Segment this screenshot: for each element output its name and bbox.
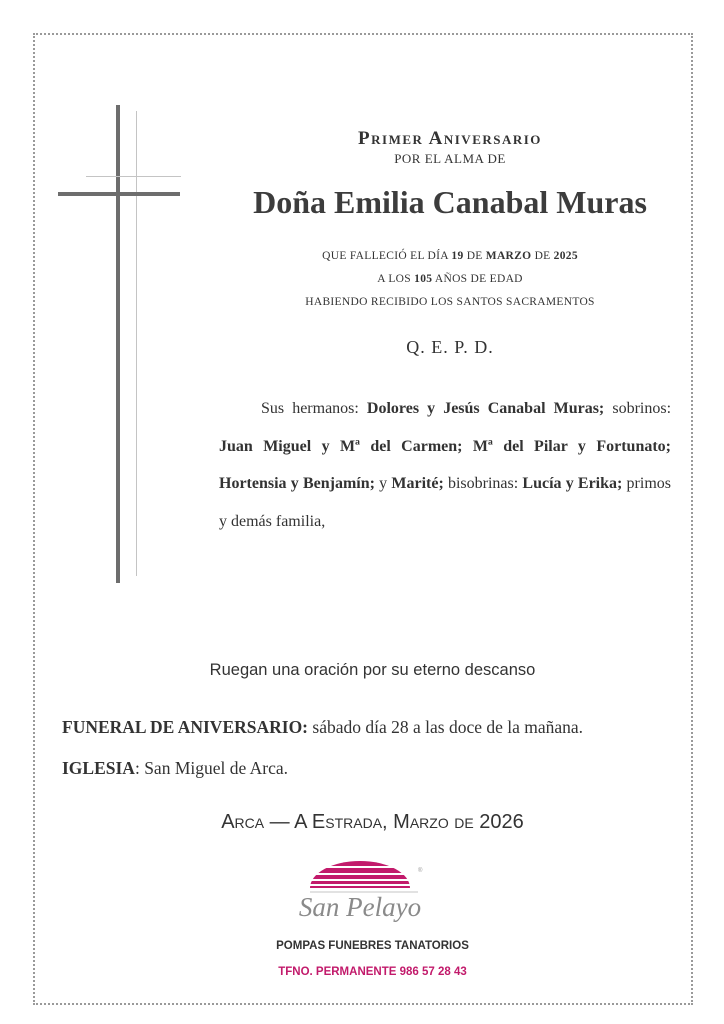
qepd-text: Q. E. P. D. (406, 337, 494, 357)
family-paragraph: Sus hermanos: Dolores y Jesús Canabal Muras; sobrinos: Juan Miguel y Mª del Carmen; Mª del Pilar y Fortunato; Hortensia y Benjamín; y Marité; bisobrinas: Lucía y Erika; primos y demás familia, (219, 400, 672, 530)
church-info: IGLESIA: San Miguel de Arca. (62, 758, 289, 778)
company-tagline: POMPAS FUNEBRES TANATORIOS (276, 940, 469, 952)
funeral-info: FUNERAL DE ANIVERSARIO: sábado día 28 a las doce de la mañana. (62, 717, 584, 737)
san-pelayo-logo (292, 858, 432, 938)
deceased-name: Doña Emilia Canabal Muras (253, 184, 647, 220)
place-date: Arca — A Estrada, Marzo de 2026 (221, 811, 524, 833)
prayer-text: Ruegan una oración por su eterno descanso (209, 661, 536, 679)
svg-text:®: ® (418, 868, 423, 874)
svg-text:San Pelayo: San Pelayo (298, 892, 422, 922)
phone-number: TFNO. PERMANENTE 986 57 28 43 (278, 966, 467, 978)
death-date-line: QUE FALLECIÓ EL DÍA 19 DE MARZO DE 2025 (322, 250, 578, 262)
age-line: A LOS 105 AÑOS DE EDAD (377, 273, 523, 285)
sacraments-line: HABIENDO RECIBIDO LOS SANTOS SACRAMENTOS (305, 296, 595, 308)
page-title: Primer Aniversario (358, 128, 542, 149)
cross-icon (58, 105, 183, 585)
subtitle: POR EL ALMA DE (394, 151, 506, 166)
